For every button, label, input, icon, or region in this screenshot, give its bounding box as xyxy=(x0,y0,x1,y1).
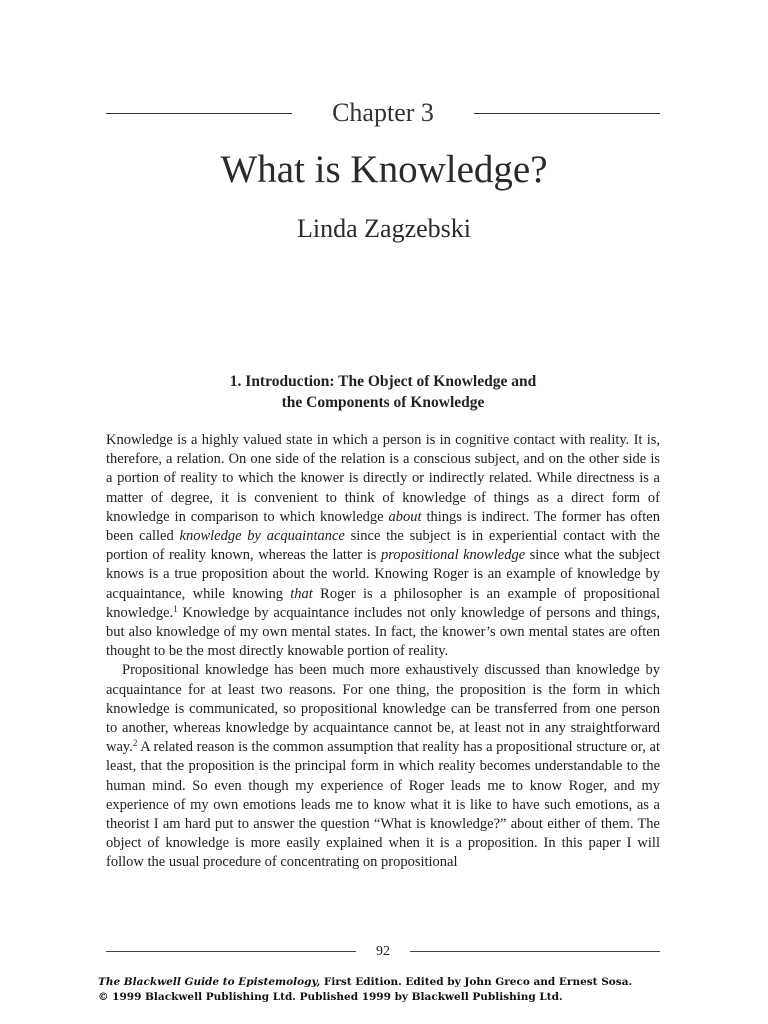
footnote-marker-2[interactable]: 2 xyxy=(132,738,138,749)
section-heading xyxy=(106,371,660,413)
text-run: things is indirect. The former has often been called xyxy=(106,508,660,545)
page-number: 92 xyxy=(376,944,390,959)
footer-rule-right xyxy=(410,951,660,952)
emphasis: that xyxy=(290,585,313,602)
paragraph-2 xyxy=(106,661,660,872)
emphasis: about xyxy=(388,508,422,525)
chapter-label: Chapter 3 xyxy=(332,98,434,127)
text-run: since the subject is in experiential contact with the portion of reality known, whereas the latter is xyxy=(106,528,660,564)
body-text xyxy=(106,431,660,873)
page-footer xyxy=(106,942,660,962)
emphasis: knowledge by acquaintance xyxy=(179,528,345,545)
emphasis: propositional knowledge xyxy=(380,547,526,564)
footnote-marker-1[interactable]: 1 xyxy=(173,603,178,614)
book-title: The Blackwell Guide to Epistemology, xyxy=(98,976,321,988)
chapter-header xyxy=(106,96,660,132)
text-run: since what the subject knows is a true proposition about the world. Knowing Roger is an example of knowledge by acquaintance, while knowing xyxy=(106,547,661,602)
chapter-title: What is Knowledge? xyxy=(220,148,548,191)
text-run: Knowledge by acquaintance includes not only knowledge of persons and things, but also knowledge of my own mental states. In fact, the knower’s own mental states are often thought to be the most directly knowable portion of reality. xyxy=(106,604,660,660)
text-run: Roger is a philosopher is an example of propositional knowledge. xyxy=(106,585,660,621)
text-run: Knowledge is a highly valued state in which a person is in cognitive contact with reality. It is, therefore, a relation. On one side of the relation is a conscious subject, and on the other side is a portion of reality to which the knower is directly or indirectly related. While directness is a matter of degree, it is convenient to think of knowledge of things as a direct form of knowledge in comparison to which knowledge xyxy=(106,432,660,525)
text-run: A related reason is the common assumption that reality has a propositional structure or, at least, that the proposition is the principal form in which reality becomes understandable to the human mind. So even though my experience of Roger leads me to know Roger, and my experience of my own emotions leads me to know what it is like to have such emotions, as a theorist I am hard put to answer the question “What is knowledge?” about either of them. The object of knowledge is more easily explained when it is a proposition. In this paper I will follow the usual procedure of concentrating on propositional xyxy=(106,739,660,871)
section-heading-line-1: 1. Introduction: The Object of Knowledge and xyxy=(229,373,537,390)
text-run: Propositional knowledge has been much more exhaustively discussed than knowledge by acquaintance for at least two reasons. For one thing, the proposition is the form in which knowledge is communicated, so propositional knowledge can be transferred from one person to another, whereas knowledge by acquaintance cannot be, at least not in any straightforward way. xyxy=(106,662,660,756)
chapter-rule-right xyxy=(474,113,660,114)
section-heading-line-2: the Components of Knowledge xyxy=(281,394,485,411)
paragraph-1 xyxy=(106,431,660,661)
copyright-notice: © 1999 Blackwell Publishing Ltd. Published 1999 by Blackwell Publishing Ltd. xyxy=(98,991,563,1003)
edition-editors: First Edition. Edited by John Greco and Ernest Sosa. xyxy=(320,976,633,988)
author-name: Linda Zagzebski xyxy=(297,214,471,243)
publication-credit xyxy=(98,975,718,989)
